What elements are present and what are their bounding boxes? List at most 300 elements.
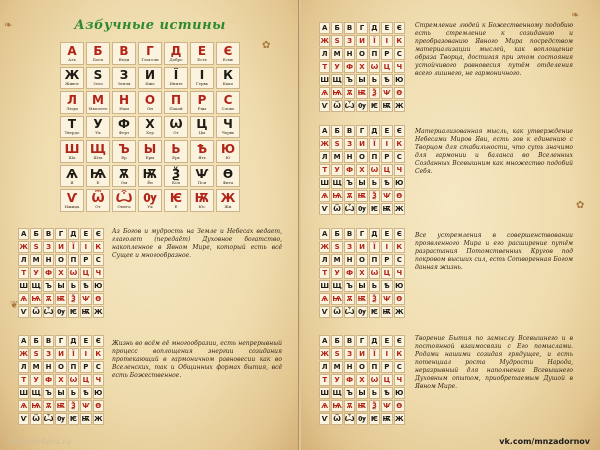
- letter-glyph: И: [359, 349, 365, 358]
- alphabet-cell: [319, 374, 330, 386]
- alphabet-cell: [112, 91, 136, 114]
- letter-glyph: Д: [371, 229, 378, 238]
- letter-glyph: Р: [384, 255, 390, 264]
- alphabet-cell: [394, 125, 405, 137]
- alphabet-cell: [112, 165, 136, 188]
- letter-glyph: Т: [322, 165, 328, 174]
- letter-glyph: Ѳ: [222, 166, 234, 181]
- letter-glyph: Є: [396, 126, 402, 135]
- letter-glyph: С: [396, 152, 402, 161]
- alphabet-cell: [331, 125, 342, 137]
- letter-glyph: Н: [346, 255, 353, 264]
- letter-glyph: Г: [359, 23, 365, 32]
- alphabet-cell: [331, 241, 342, 253]
- letter-glyph: Ѽ: [344, 204, 355, 213]
- letter-glyph: Ѡ: [370, 165, 379, 174]
- letter-glyph: Ф: [45, 268, 53, 277]
- letter-glyph: Ю: [220, 142, 236, 157]
- letter-glyph: Ѩ: [89, 166, 107, 181]
- letter-glyph: Б: [334, 23, 340, 32]
- letter-name: Жи: [224, 204, 232, 210]
- alphabet-cell: [319, 361, 330, 373]
- alphabet-cell: [93, 306, 104, 318]
- letter-glyph: Ь: [371, 281, 378, 290]
- letter-glyph: S: [93, 68, 103, 83]
- letter-glyph: Ѹ: [357, 414, 367, 423]
- letter-glyph: Ѭ: [357, 88, 367, 97]
- flourish-ornament: ❧: [571, 10, 580, 21]
- alphabet-cell: [369, 35, 380, 47]
- alphabet-cell: [381, 280, 392, 292]
- alphabet-cell: [394, 400, 405, 412]
- letter-glyph: Ѽ: [43, 414, 54, 423]
- alphabet-cell: [381, 48, 392, 60]
- letter-glyph: В: [119, 43, 129, 58]
- alphabet-cell: [356, 87, 367, 99]
- alphabet-cell: [68, 335, 79, 347]
- letter-glyph: Ъ: [346, 281, 353, 290]
- letter-glyph: Є: [95, 336, 101, 345]
- alphabet-cell: [331, 61, 342, 73]
- letter-glyph: Ш: [64, 142, 80, 157]
- letter-glyph: У: [33, 268, 39, 277]
- alphabet-cell: [381, 361, 392, 373]
- alphabet-cell: [319, 241, 330, 253]
- alphabet-cell: [381, 228, 392, 240]
- alphabet-cell: [394, 280, 405, 292]
- letter-glyph: Щ: [332, 281, 342, 290]
- alphabet-cell: [18, 228, 29, 240]
- alphabet-cell: [381, 203, 392, 215]
- letter-glyph: Е: [83, 336, 89, 345]
- alphabet-cell: [356, 293, 367, 305]
- letter-name: Иже: [145, 81, 155, 87]
- alphabet-cell: [43, 254, 54, 266]
- alphabet-cell: [86, 116, 110, 139]
- alphabet-cell: [344, 254, 355, 266]
- letter-glyph: Г: [359, 126, 365, 135]
- alphabet-cell: [43, 387, 54, 399]
- alphabet-cell: [331, 413, 342, 425]
- letter-glyph: Ѫ: [45, 294, 52, 303]
- left-page: [0, 0, 299, 450]
- letter-name: Цы: [198, 130, 206, 136]
- letter-glyph: Е: [384, 126, 390, 135]
- letter-glyph: Б: [334, 126, 340, 135]
- alphabet-cell: [112, 42, 136, 65]
- letter-glyph: Ш: [320, 75, 330, 84]
- letter-glyph: М: [333, 49, 341, 58]
- letter-glyph: Щ: [332, 75, 342, 84]
- letter-glyph: Ф: [346, 268, 354, 277]
- alphabet-cell: [60, 189, 84, 212]
- alphabet-cell: [394, 267, 405, 279]
- letter-glyph: Ѯ: [171, 166, 181, 181]
- letter-glyph: Ѡ: [169, 117, 183, 132]
- letter-glyph: Ы: [143, 142, 157, 157]
- alphabet-cell: [344, 22, 355, 34]
- alphabet-cell: [319, 190, 330, 202]
- alphabet-cell: [381, 400, 392, 412]
- letter-name: Я: [70, 179, 74, 185]
- letter-glyph: Ѭ: [81, 307, 91, 316]
- alphabet-cell: [80, 293, 91, 305]
- letter-glyph: Ц: [383, 268, 391, 277]
- alphabet-cell: [331, 164, 342, 176]
- alphabet-cell: [138, 140, 162, 163]
- alphabet-cell: [381, 87, 392, 99]
- alphabet-cell: [369, 293, 380, 305]
- alphabet-cell: [18, 400, 29, 412]
- letter-glyph: Ѭ: [81, 414, 91, 423]
- alphabet-cell: [331, 87, 342, 99]
- letter-glyph: Ѽ: [344, 101, 355, 110]
- letter-glyph: Ы: [57, 388, 65, 397]
- alphabet-cell: [344, 74, 355, 86]
- letter-glyph: Ъ: [346, 388, 353, 397]
- alphabet-cell: [356, 35, 367, 47]
- alphabet-cell: [344, 138, 355, 150]
- alphabet-cell: [319, 100, 330, 112]
- letter-glyph: Д: [70, 336, 77, 345]
- alphabet-cell: [331, 35, 342, 47]
- letter-glyph: Ѥ: [370, 101, 378, 110]
- alphabet-cell: [331, 48, 342, 60]
- alphabet-cell: [112, 67, 136, 90]
- letter-glyph: Ж: [19, 349, 28, 358]
- letter-glyph: К: [396, 349, 403, 358]
- letter-glyph: Г: [58, 336, 64, 345]
- alphabet-cell: [68, 241, 79, 253]
- letter-glyph: П: [170, 92, 182, 107]
- alphabet-cell: [394, 100, 405, 112]
- letter-glyph: Ф: [346, 62, 354, 71]
- alphabet-cell: [190, 91, 214, 114]
- alphabet-cell: [331, 177, 342, 189]
- letter-glyph: М: [333, 255, 341, 264]
- alphabet-cell: [319, 35, 330, 47]
- letter-glyph: S: [33, 349, 39, 358]
- letter-glyph: Ѿ: [333, 307, 341, 316]
- alphabet-cell: [93, 228, 104, 240]
- letter-glyph: Ѡ: [370, 62, 379, 71]
- letter-glyph: Ѹ: [143, 191, 157, 206]
- letter-glyph: Ѭ: [56, 401, 66, 410]
- letter-glyph: Ї: [72, 349, 75, 358]
- letter-glyph: З: [347, 36, 353, 45]
- letter-glyph: Ѣ: [82, 281, 89, 290]
- letter-glyph: О: [58, 362, 64, 371]
- letter-name: Ён: [147, 179, 153, 185]
- letter-glyph: В: [346, 229, 353, 238]
- letter-glyph: Ш: [19, 388, 29, 397]
- alphabet-cell: [86, 189, 110, 212]
- alphabet-cell: [344, 203, 355, 215]
- alphabet-cell: [394, 387, 405, 399]
- letter-glyph: Ѹ: [357, 204, 367, 213]
- alphabet-cell: [43, 348, 54, 360]
- letter-glyph: У: [93, 117, 103, 132]
- letter-glyph: У: [334, 375, 340, 384]
- alphabet-cell: [344, 400, 355, 412]
- letter-glyph: Ь: [371, 75, 378, 84]
- letter-glyph: Є: [396, 229, 402, 238]
- letter-name: Веди: [118, 56, 130, 62]
- alphabet-cell: [344, 374, 355, 386]
- letter-glyph: М: [32, 362, 40, 371]
- letter-glyph: Ж: [394, 307, 404, 316]
- letter-glyph: Ш: [320, 178, 330, 187]
- alphabet-cell: [164, 91, 188, 114]
- alphabet-cell: [319, 203, 330, 215]
- letter-name: Е: [96, 179, 100, 185]
- alphabet-cell: [319, 293, 330, 305]
- alphabet-cell: [18, 335, 29, 347]
- letter-glyph: А: [21, 229, 27, 238]
- letter-glyph: Ц: [196, 117, 208, 132]
- alphabet-cell: [319, 74, 330, 86]
- alphabet-cell: [369, 138, 380, 150]
- letter-glyph: Т: [21, 375, 27, 384]
- letter-glyph: Х: [359, 375, 365, 384]
- alphabet-cell: [394, 348, 405, 360]
- letter-name: Кси: [171, 179, 180, 185]
- letter-name: Наш: [119, 105, 129, 111]
- alphabet-cell: [319, 177, 330, 189]
- letter-glyph: Ъ: [45, 281, 52, 290]
- alphabet-cell: [344, 190, 355, 202]
- letter-glyph: О: [58, 255, 64, 264]
- alphabet-cell: [93, 400, 104, 412]
- alphabet-cell: [369, 335, 380, 347]
- letter-glyph: О: [359, 255, 365, 264]
- alphabet-cell: [356, 125, 367, 137]
- alphabet-cell: [319, 22, 330, 34]
- alphabet-cell: [43, 335, 54, 347]
- letter-glyph: Ж: [394, 101, 404, 110]
- letter-glyph: Ч: [95, 268, 102, 277]
- letter-glyph: Л: [321, 362, 328, 371]
- alphabet-cell: [112, 116, 136, 139]
- letter-glyph: Ы: [358, 281, 366, 290]
- text-paragraph: Творение Бытия по замыслу Всевышнего и в постоянной взаимосвязи с Его помыслами. Родами нашими созидая грядущее, и есть потенциал роста Мудрости Народа, неразрывный для наполнения Всевышнего Духовным опытом, приобретаемым Душой в Явном Мире.: [415, 335, 573, 390]
- letter-name: Добро: [169, 56, 183, 62]
- letter-glyph: Г: [146, 43, 154, 58]
- alphabet-cell: [381, 374, 392, 386]
- letter-glyph: Ѱ: [82, 294, 90, 303]
- alphabet-cell: [93, 387, 104, 399]
- letter-glyph: С: [396, 362, 402, 371]
- alphabet-cell: [112, 189, 136, 212]
- alphabet-cell: [356, 100, 367, 112]
- letter-glyph: Ы: [57, 281, 65, 290]
- alphabet-cell: [319, 254, 330, 266]
- letter-glyph: Х: [145, 117, 155, 132]
- alphabet-cell: [344, 125, 355, 137]
- alphabet-cell: [331, 203, 342, 215]
- letter-glyph: И: [359, 139, 365, 148]
- letter-glyph: Ъ: [346, 178, 353, 187]
- alphabet-cell: [80, 254, 91, 266]
- letter-name: Живот: [64, 81, 80, 87]
- alphabet-cell: [394, 361, 405, 373]
- letter-glyph: Ѩ: [332, 191, 342, 200]
- alphabet-cell: [60, 116, 84, 139]
- alphabet-cell: [55, 400, 66, 412]
- alphabet-cell: [369, 190, 380, 202]
- alphabet-cell: [331, 151, 342, 163]
- alphabet-cell: [60, 67, 84, 90]
- alphabet-cell: [43, 280, 54, 292]
- letter-glyph: Ѭ: [382, 101, 392, 110]
- alphabet-cell: [356, 203, 367, 215]
- vk-link[interactable]: vk.com/mnzadornov: [499, 437, 590, 446]
- letter-glyph: Ѵ: [20, 307, 27, 316]
- alphabet-cell: [331, 280, 342, 292]
- letter-glyph: Р: [83, 255, 89, 264]
- letter-name: Червь: [221, 130, 235, 136]
- alphabet-cell: [331, 267, 342, 279]
- letter-glyph: М: [32, 255, 40, 264]
- letter-name: Еры: [145, 155, 155, 161]
- letter-name: Есмь: [222, 56, 234, 62]
- alphabet-cell: [394, 254, 405, 266]
- letter-glyph: Ѩ: [31, 294, 41, 303]
- alphabet-cell: [93, 374, 104, 386]
- alphabet-cell: [394, 74, 405, 86]
- alphabet-table-small: [18, 335, 104, 425]
- letter-glyph: Т: [322, 62, 328, 71]
- letter-glyph: Ѧ: [20, 294, 28, 303]
- alphabet-cell: [319, 267, 330, 279]
- letter-glyph: Ц: [82, 375, 90, 384]
- alphabet-cell: [216, 116, 240, 139]
- letter-glyph: И: [359, 36, 365, 45]
- alphabet-cell: [216, 42, 240, 65]
- alphabet-cell: [344, 361, 355, 373]
- alphabet-cell: [43, 413, 54, 425]
- letter-glyph: Ѱ: [383, 191, 391, 200]
- alphabet-cell: [356, 413, 367, 425]
- alphabet-cell: [394, 413, 405, 425]
- alphabet-cell: [356, 138, 367, 150]
- text-paragraph: Все устремления в совершенствовании проявленного Мира и его расширение путём разрастания Потомственных Кругов под покровом высших сил, есть Сотворенная Богом данная жизнь.: [415, 232, 573, 271]
- letter-glyph: Ѳ: [396, 401, 403, 410]
- alphabet-cell: [369, 74, 380, 86]
- alphabet-cell: [60, 140, 84, 163]
- alphabet-cell: [68, 387, 79, 399]
- letter-glyph: Ѧ: [321, 401, 329, 410]
- letter-glyph: Ѱ: [383, 88, 391, 97]
- letter-glyph: Ѣ: [383, 388, 390, 397]
- letter-glyph: Щ: [90, 142, 106, 157]
- letter-glyph: Ѱ: [383, 401, 391, 410]
- letter-glyph: Л: [321, 152, 328, 161]
- alphabet-cell: [356, 74, 367, 86]
- letter-glyph: Ы: [358, 75, 366, 84]
- alphabet-cell: [344, 241, 355, 253]
- letter-glyph: Щ: [31, 281, 41, 290]
- alphabet-cell: [369, 48, 380, 60]
- alphabet-cell: [68, 254, 79, 266]
- letter-glyph: Ѵ: [20, 414, 27, 423]
- letter-glyph: Б: [334, 229, 340, 238]
- letter-glyph: Ч: [396, 62, 403, 71]
- letter-name: Ерь: [172, 155, 180, 161]
- letter-glyph: Х: [359, 62, 365, 71]
- alphabet-cell: [18, 374, 29, 386]
- alphabet-cell: [80, 361, 91, 373]
- alphabet-cell: [381, 164, 392, 176]
- letter-glyph: Ч: [223, 117, 233, 132]
- alphabet-cell: [55, 280, 66, 292]
- alphabet-cell: [381, 177, 392, 189]
- alphabet-cell: [216, 165, 240, 188]
- letter-glyph: Ѣ: [383, 281, 390, 290]
- letter-glyph: Ѵ: [66, 191, 78, 206]
- alphabet-cell: [331, 387, 342, 399]
- letter-glyph: Ѿ: [333, 204, 341, 213]
- letter-glyph: Ї: [373, 349, 376, 358]
- alphabet-cell: [93, 293, 104, 305]
- alphabet-cell: [18, 293, 29, 305]
- watermark: fabbook4you.ru: [8, 437, 71, 446]
- alphabet-cell: [80, 306, 91, 318]
- alphabet-cell: [86, 91, 110, 114]
- alphabet-cell: [18, 413, 29, 425]
- alphabet-cell: [319, 335, 330, 347]
- alphabet-cell: [55, 335, 66, 347]
- alphabet-cell: [344, 348, 355, 360]
- alphabet-cell: [68, 280, 79, 292]
- alphabet-cell: [80, 280, 91, 292]
- alphabet-cell: [30, 413, 41, 425]
- alphabet-cell: [60, 165, 84, 188]
- alphabet-cell: [93, 241, 104, 253]
- letter-glyph: З: [347, 349, 353, 358]
- letter-glyph: Ш: [320, 388, 330, 397]
- alphabet-cell: [216, 189, 240, 212]
- letter-glyph: В: [45, 229, 52, 238]
- alphabet-cell: [369, 267, 380, 279]
- alphabet-cell: [164, 42, 188, 65]
- alphabet-cell: [138, 42, 162, 65]
- letter-glyph: Ь: [70, 388, 77, 397]
- flourish-ornament: ❧: [4, 20, 13, 31]
- letter-glyph: Ш: [19, 281, 29, 290]
- alphabet-cell: [394, 306, 405, 318]
- alphabet-cell: [18, 241, 29, 253]
- letter-name: Глаголи: [141, 56, 159, 62]
- letter-glyph: Ю: [94, 281, 103, 290]
- letter-glyph: Ѯ: [371, 88, 377, 97]
- letter-glyph: В: [346, 336, 353, 345]
- alphabet-cell: [381, 100, 392, 112]
- alphabet-cell: [394, 241, 405, 253]
- letter-glyph: І: [84, 242, 88, 251]
- flourish-ornament: ✿: [262, 40, 271, 51]
- alphabet-cell: [319, 138, 330, 150]
- alphabet-cell: [93, 348, 104, 360]
- letter-glyph: З: [46, 349, 52, 358]
- letter-glyph: Е: [83, 229, 89, 238]
- alphabet-cell: [331, 228, 342, 240]
- alphabet-cell: [369, 413, 380, 425]
- letter-glyph: П: [371, 152, 378, 161]
- letter-name: Пси: [197, 179, 207, 185]
- alphabet-table-small: [319, 125, 405, 215]
- letter-glyph: Ї: [373, 36, 376, 45]
